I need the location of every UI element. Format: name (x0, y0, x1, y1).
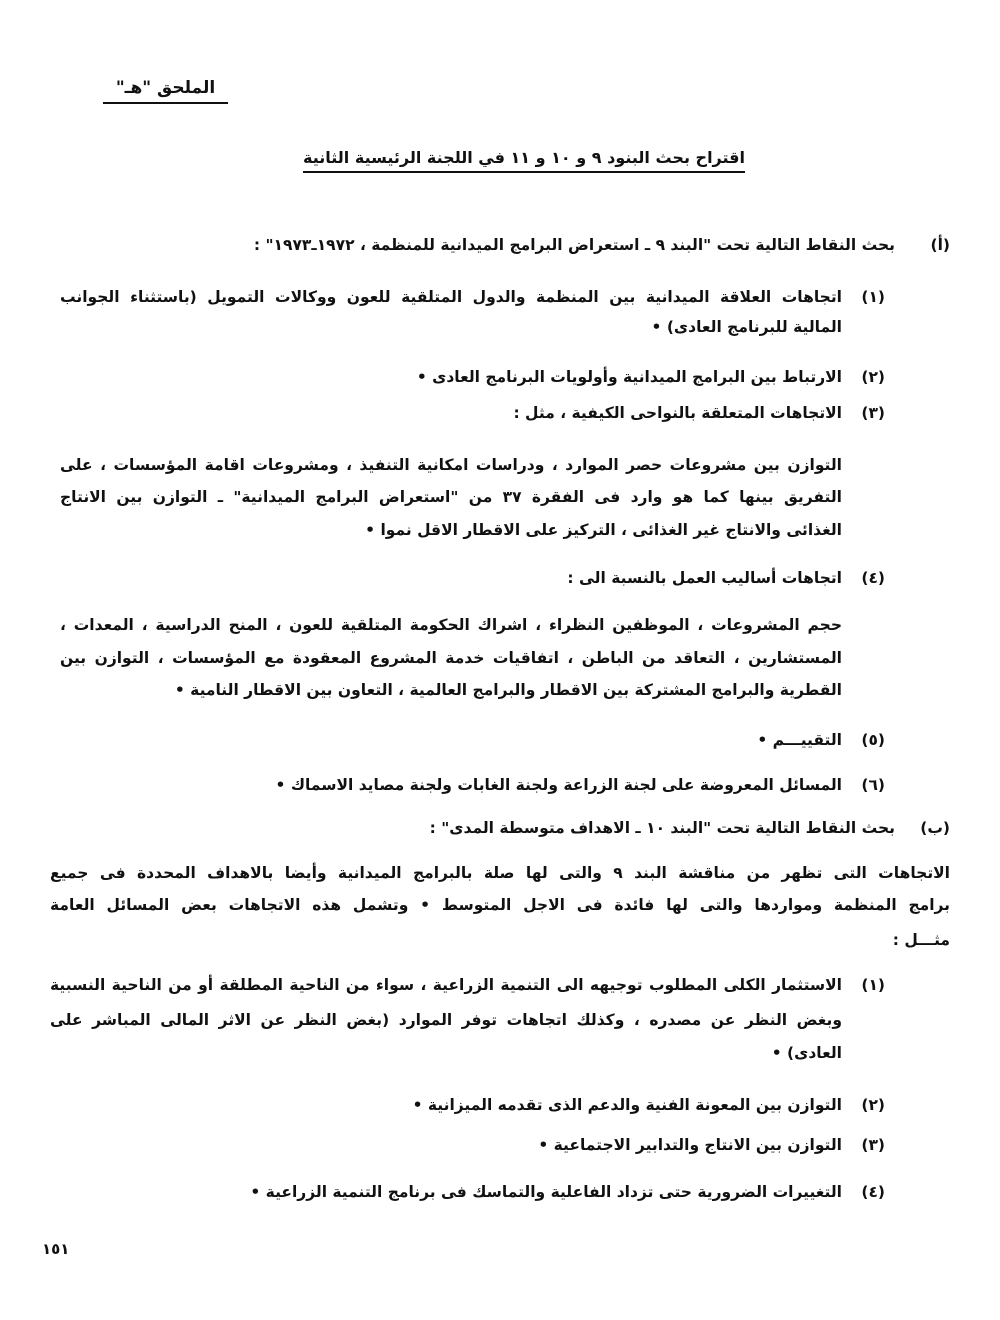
item-text: الاتجاهات المتعلقة بالنواحى الكيفية ، مثل : (513, 404, 842, 422)
paragraph-line: الغذائى والانتاج غير الغذائى ، التركيز على الاقطار الاقل نموا • (365, 521, 842, 539)
item-number: (٤) (861, 569, 885, 587)
item-text: المسائل المعروضة على لجنة الزراعة ولجنة الغابات ولجنة مصايد الاسماك • (275, 776, 842, 794)
paragraph-line: التفريق بينها كما هو وارد فى الفقرة ٣٧ من "استعراض البرامج الميدانية" ـ التوازن بين الانتاج (60, 488, 842, 506)
item-text: العادى) • (771, 1044, 842, 1062)
item-text: المالية للبرنامج العادى) • (651, 318, 842, 336)
item-text: التقييـــم • (757, 731, 842, 749)
item-number: (٣) (861, 404, 885, 422)
item-number: (١) (861, 288, 885, 306)
annex-label: الملحق "هـ" (103, 78, 228, 104)
item-number: (٤) (861, 1183, 885, 1201)
item-text: اتجاهات العلاقة الميدانية بين المنظمة والدول المتلقية للعون ووكالات التمويل (باستثناء الجوانب (60, 288, 842, 306)
paragraph-line: الاتجاهات التى تظهر من مناقشة البند ٩ والتى لها صلة بالبرامج الميدانية وأيضا بالاهداف المحددة فى جميع (50, 864, 950, 882)
page-number: ١٥١ (42, 1240, 70, 1258)
item-text: التوازن بين الانتاج والتدابير الاجتماعية • (538, 1136, 842, 1154)
item-text: الارتباط بين البرامج الميدانية وأولويات البرنامج العادى • (416, 368, 842, 386)
paragraph-line: برامج المنظمة ومواردها والتى لها فائدة فى الاجل المتوسط • وتشمل هذه الاتجاهات بعض المسائل العامة (50, 896, 950, 914)
item-text: التغييرات الضرورية حتى تزداد الفاعلية والتماسك فى برنامج التنمية الزراعية • (250, 1183, 842, 1201)
section-a-heading: بحث النقاط التالية تحت "البند ٩ ـ استعراض البرامج الميدانية للمنظمة ، ١٩٧٢ـ١٩٧٣" : (253, 236, 895, 254)
page-title: اقتراح بحث البنود ٩ و ١٠ و ١١ في اللجنة الرئيسية الثانية (303, 148, 745, 173)
section-b-marker: (ب) (920, 819, 950, 837)
item-number: (٣) (861, 1136, 885, 1154)
item-number: (١) (861, 976, 885, 994)
paragraph-line: التوازن بين مشروعات حصر الموارد ، ودراسات امكانية التنفيذ ، ومشروعات اقامة المؤسسات ، على (60, 456, 842, 474)
paragraph-line: حجم المشروعات ، الموظفين النظراء ، اشراك الحكومة المتلقية للعون ، المنح الدراسية ، المعدات ، (60, 616, 842, 634)
paragraph-line: القطرية والبرامج المشتركة بين الاقطار والبرامج العالمية ، التعاون بين الاقطار النامية • (174, 681, 842, 699)
item-number: (٦) (861, 776, 885, 794)
paragraph-line: المستشارين ، التعاقد من الباطن ، اتفاقيات خدمة المشروع المعقودة مع المؤسسات ، التوازن بين (60, 649, 842, 667)
item-number: (٢) (861, 368, 885, 386)
section-b-heading: بحث النقاط التالية تحت "البند ١٠ ـ الاهداف متوسطة المدى" : (429, 819, 895, 837)
item-text: اتجاهات أساليب العمل بالنسبة الى : (567, 569, 842, 587)
item-text: الاستثمار الكلى المطلوب توجيهه الى التنمية الزراعية ، سواء من الناحية المطلقة أو من الناحية النسبية (50, 976, 842, 994)
item-text: وبغض النظر عن مصدره ، وكذلك اتجاهات توفر الموارد (بغض النظر عن الاثر المالى المباشر على (50, 1011, 842, 1029)
paragraph-line: مثـــل : (892, 931, 950, 949)
section-a-marker: (أ) (930, 236, 950, 254)
item-number: (٢) (861, 1096, 885, 1114)
item-text: التوازن بين المعونة الفنية والدعم الذى تقدمه الميزانية • (412, 1096, 842, 1114)
item-number: (٥) (861, 731, 885, 749)
